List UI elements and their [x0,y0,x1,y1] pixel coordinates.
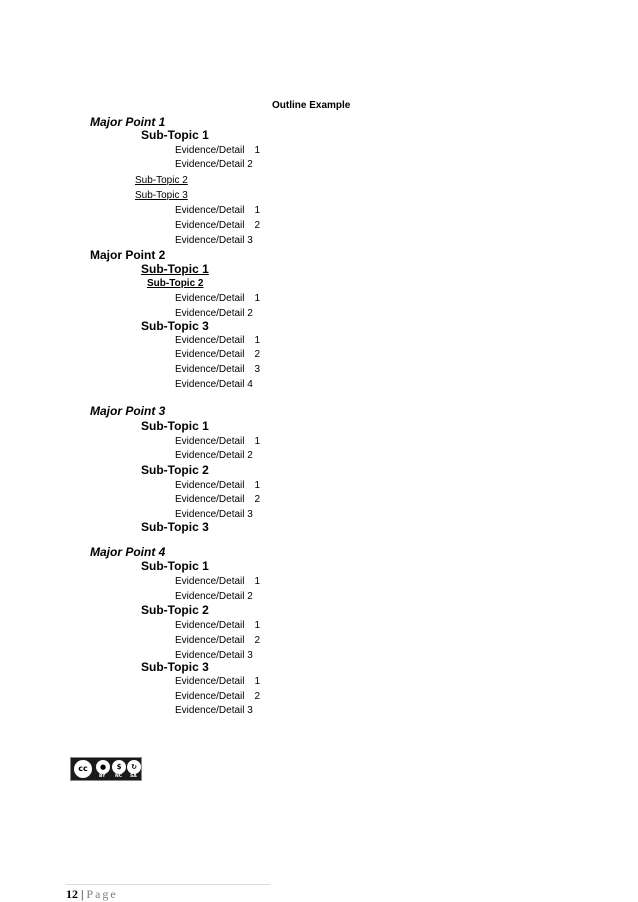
evidence-detail: Evidence/Detail 3 [175,509,253,520]
m2-sub-topic-2: Sub-Topic 2 [147,278,204,289]
page-title: Outline Example [272,100,351,111]
page-footer [66,888,118,900]
nc-dollar-icon: $ [112,760,126,774]
evidence-detail: Evidence/Detail 3 [175,650,253,661]
evidence-detail: Evidence/Detail 3 [175,705,253,716]
page-number: 12 [66,887,78,901]
evidence-detail: Evidence/Detail 3 [175,235,253,246]
footer-divider [66,884,270,885]
footer-separator: | [81,887,84,901]
m1-sub-topic-1: Sub-Topic 1 [141,128,209,142]
m3-sub-topic-1: Sub-Topic 1 [141,419,209,433]
evidence-detail: Evidence/Detail 3 [175,364,261,375]
nc-label: NC [115,774,123,779]
m1-sub-topic-3: Sub-Topic 3 [135,190,188,201]
evidence-detail: Evidence/Detail 1 [175,576,261,587]
page-label: Page [86,887,118,901]
m2-sub-topic-3: Sub-Topic 3 [141,319,209,333]
evidence-detail: Evidence/Detail 2 [175,635,261,646]
major-point-2: Major Point 2 [90,248,166,262]
evidence-detail: Evidence/Detail 2 [175,220,261,231]
evidence-detail: Evidence/Detail 4 [175,379,253,390]
evidence-detail: Evidence/Detail 1 [175,335,261,346]
evidence-detail: Evidence/Detail 2 [175,691,261,702]
m3-sub-topic-3: Sub-Topic 3 [141,520,209,534]
evidence-detail: Evidence/Detail 2 [175,591,253,602]
cc-icon: cc [74,760,92,778]
major-point-4: Major Point 4 [90,545,166,559]
sa-share-icon: ↻ [127,760,141,774]
major-point-3: Major Point 3 [90,404,166,418]
by-label: BY [99,774,106,779]
m4-sub-topic-1: Sub-Topic 1 [141,559,209,573]
m2-sub-topic-1: Sub-Topic 1 [141,262,209,276]
evidence-detail: Evidence/Detail 1 [175,205,261,216]
major-point-1: Major Point 1 [90,115,166,129]
evidence-detail: Evidence/Detail 2 [175,159,253,170]
evidence-detail: Evidence/Detail 2 [175,450,253,461]
m1-sub-topic-2: Sub-Topic 2 [135,175,188,186]
evidence-detail: Evidence/Detail 1 [175,293,261,304]
evidence-detail: Evidence/Detail 1 [175,145,261,156]
by-person-icon: ● [96,760,110,774]
evidence-detail: Evidence/Detail 2 [175,308,253,319]
evidence-detail: Evidence/Detail 1 [175,480,261,491]
m4-sub-topic-2: Sub-Topic 2 [141,603,209,617]
evidence-detail: Evidence/Detail 1 [175,436,261,447]
evidence-detail: Evidence/Detail 1 [175,676,261,687]
m4-sub-topic-3: Sub-Topic 3 [141,660,209,674]
evidence-detail: Evidence/Detail 1 [175,620,261,631]
sa-label: SA [130,774,137,779]
evidence-detail: Evidence/Detail 2 [175,349,261,360]
m3-sub-topic-2: Sub-Topic 2 [141,463,209,477]
cc-license-badge [70,757,142,781]
evidence-detail: Evidence/Detail 2 [175,494,261,505]
